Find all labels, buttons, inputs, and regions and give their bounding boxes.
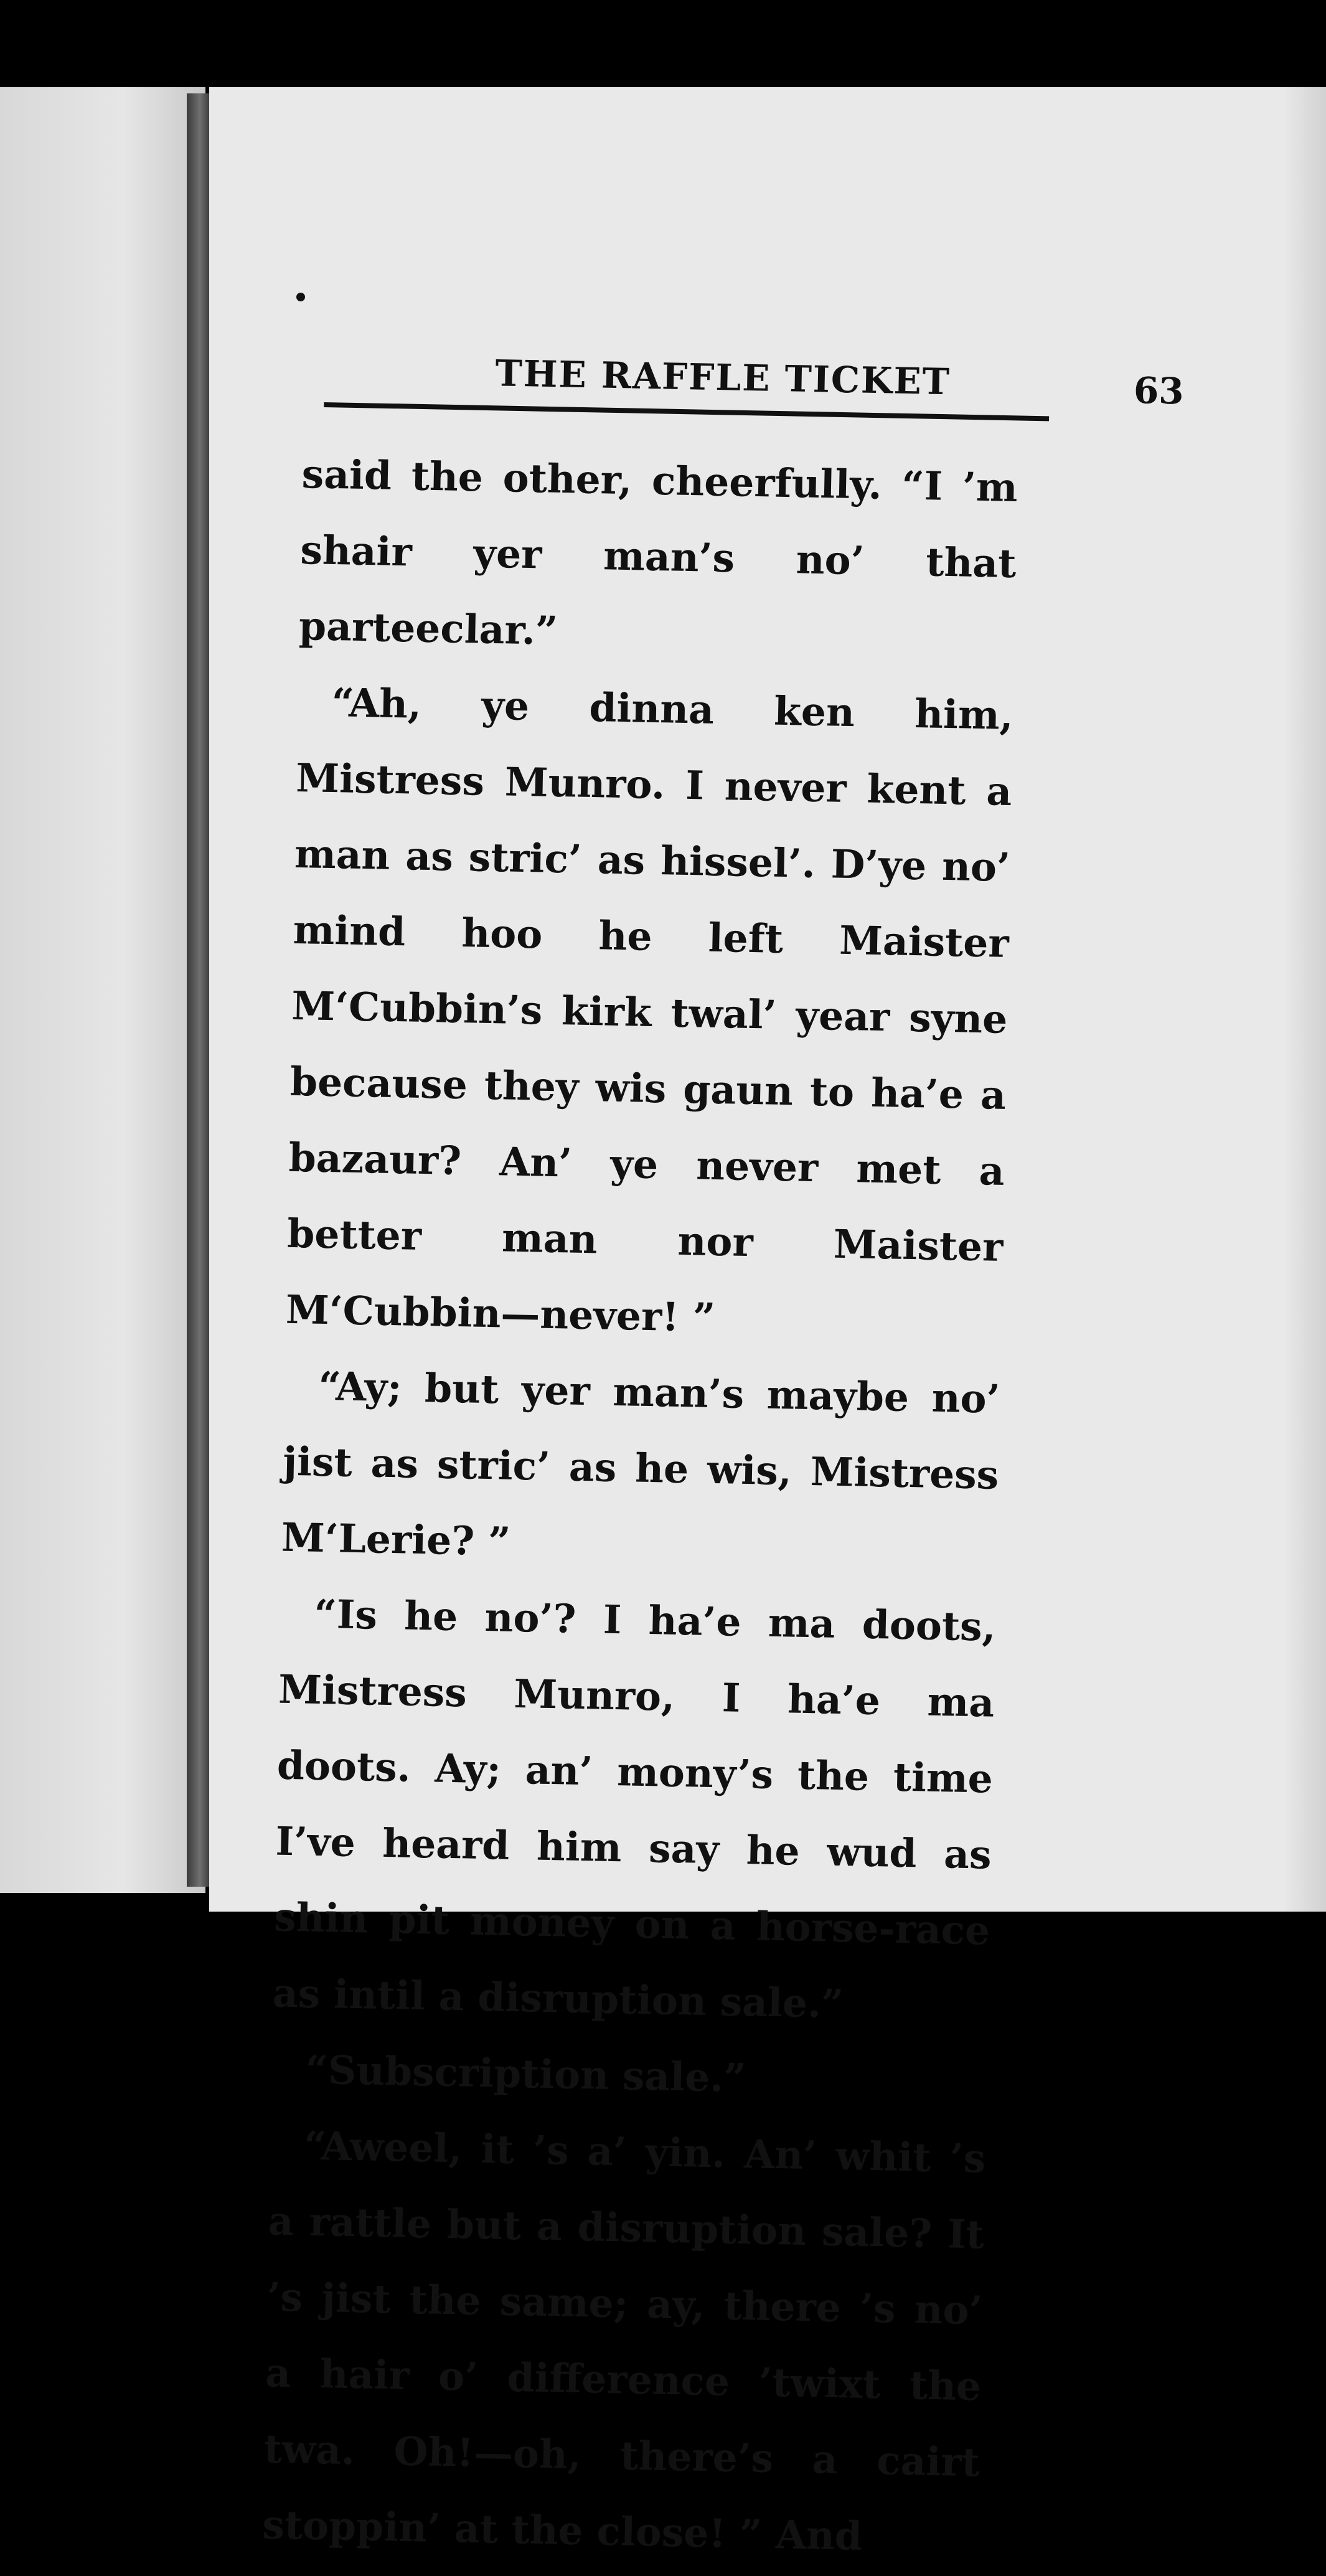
ink-speck	[296, 293, 305, 301]
paragraph: “Ay; but yer man’s maybe no’ jist as stric’ as he wis, Mistress M‘Lerie? ”	[281, 1362, 1001, 1565]
book-page	[209, 87, 1326, 2559]
page-edge-shadow	[1282, 87, 1326, 1912]
facing-page	[0, 87, 205, 1893]
running-title: THE RAFFLE TICKET	[494, 352, 951, 403]
paragraph: “Is he no’? I ha’e ma doots, Mistress Munro, I ha’e ma doots. Ay; an’ mony’s the time I’ve heard him say he wud as shin pit money on a horse-race as intil a disruption sale.”	[272, 1590, 997, 2027]
paragraph: “Ah, ye dinna ken him, Mistress Munro. I never kent a man as stric’ as hissel’. D’ye no’ mind hoo he left Maister M‘Cubbin’s kirk twal’ year syne because they wis gaun to ha’e a bazaur? An’ ye never met a better man nor Maister M‘Cubbin—never! ”	[285, 679, 1014, 1341]
header-rule	[324, 402, 1049, 421]
paragraph: “Subscription sale.”	[304, 2046, 747, 2102]
paragraph: said the other, cheerfully. “I ’m shair yer man’s no’ that parteeclar.”	[298, 450, 1018, 654]
page-number: 63	[1133, 369, 1185, 413]
page-header	[323, 349, 1258, 454]
body-text	[261, 436, 1018, 2576]
paragraph: “Aweel, it ’s a’ yin. An’ whit ’s a rattle but a disruption sale? It ’s jist the same; ay, there ’s no’ a hair o’ difference ’twixt the twa. Oh!—oh, there’s a cairt stoppin’ at the close! ” And	[261, 2122, 986, 2559]
